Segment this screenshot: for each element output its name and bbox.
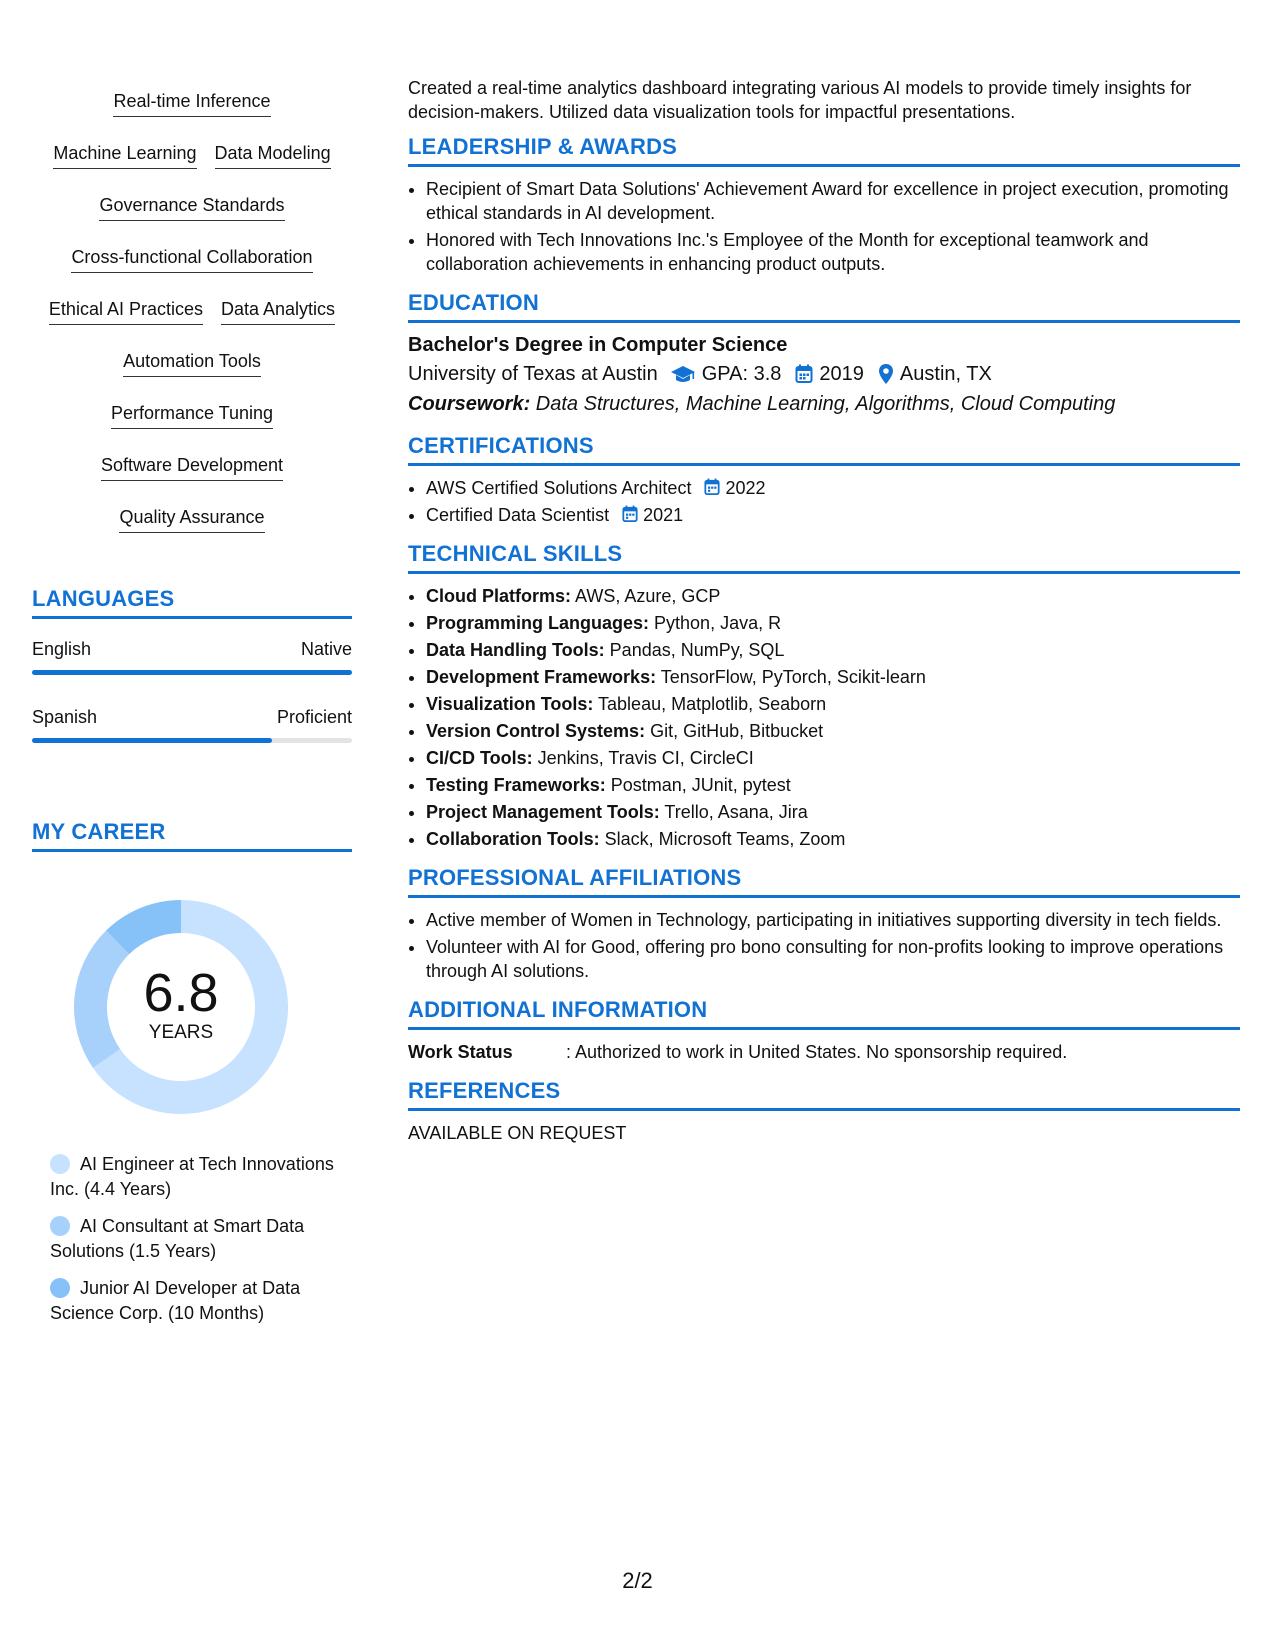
skill-tag: Quality Assurance <box>119 505 264 533</box>
skill-category: Visualization Tools: <box>426 694 594 714</box>
degree-title: Bachelor's Degree in Computer Science <box>408 334 788 356</box>
career-legend-item: AI Engineer at Tech Innovations Inc. (4.4 Years) <box>50 1154 334 1199</box>
legend-dot <box>50 1278 70 1298</box>
career-legend <box>32 1152 352 1326</box>
skill-category: CI/CD Tools: <box>426 748 533 768</box>
skill-category: Testing Frameworks: <box>426 775 606 795</box>
career-donut-chart <box>66 892 296 1122</box>
skill-values: Postman, JUnit, pytest <box>605 775 791 795</box>
skills-list <box>32 80 352 548</box>
languages-heading: LANGUAGES <box>32 586 352 619</box>
technical-skills-section <box>408 541 1240 851</box>
technical-skill-item <box>426 638 1240 662</box>
technical-skill-item <box>426 746 1240 770</box>
technical-skill-item <box>426 611 1240 635</box>
skill-category: Collaboration Tools: <box>426 829 600 849</box>
skill-tag: Cross-functional Collaboration <box>71 245 312 273</box>
coursework-label: Coursework: <box>408 393 531 415</box>
language-item <box>32 639 352 675</box>
language-proficiency-bar <box>32 670 352 675</box>
skill-category: Data Handling Tools: <box>426 640 605 660</box>
career-legend-item: Junior AI Developer at Data Science Corp. (10 Months) <box>50 1278 301 1323</box>
technical-skill-item <box>426 665 1240 689</box>
additional-info-section <box>408 997 1240 1064</box>
skill-values: Tableau, Matplotlib, Seaborn <box>593 694 827 714</box>
language-item <box>32 707 352 743</box>
affiliations-heading: PROFESSIONAL AFFILIATIONS <box>408 865 1240 898</box>
calendar-icon <box>704 478 720 496</box>
certifications-heading: CERTIFICATIONS <box>408 433 1240 466</box>
work-status-value: : Authorized to work in United States. No sponsorship required. <box>566 1042 1068 1062</box>
technical-skill-item <box>426 800 1240 824</box>
school-name: University of Texas at Austin <box>408 363 658 385</box>
technical-skill-item <box>426 719 1240 743</box>
certification-year: 2022 <box>725 478 766 498</box>
education-details <box>408 359 1240 389</box>
languages-section <box>32 586 352 743</box>
language-name: English <box>32 639 92 659</box>
skill-tag: Data Modeling <box>215 141 331 169</box>
sidebar <box>32 80 352 1338</box>
calendar-icon <box>622 505 638 523</box>
additional-info-heading: ADDITIONAL INFORMATION <box>408 997 1240 1030</box>
skill-values: Git, GitHub, Bitbucket <box>645 721 824 741</box>
skill-values: Slack, Microsoft Teams, Zoom <box>599 829 846 849</box>
location-pin-icon <box>878 363 894 385</box>
references-text: AVAILABLE ON REQUEST <box>408 1123 627 1143</box>
references-heading: REFERENCES <box>408 1078 1240 1111</box>
skill-tag: Performance Tuning <box>111 401 273 429</box>
leadership-section <box>408 134 1240 276</box>
skill-category: Programming Languages: <box>426 613 650 633</box>
legend-dot <box>50 1216 70 1236</box>
technical-skill-item <box>426 773 1240 797</box>
skill-tag: Governance Standards <box>99 193 284 221</box>
page-number: 2/2 <box>622 1568 653 1593</box>
leadership-heading: LEADERSHIP & AWARDS <box>408 134 1240 167</box>
skill-values: Jenkins, Travis CI, CircleCI <box>532 748 754 768</box>
technical-skills-heading: TECHNICAL SKILLS <box>408 541 1240 574</box>
legend-dot <box>50 1154 70 1174</box>
coursework-list: Data Structures, Machine Learning, Algorithms, Cloud Computing <box>530 393 1116 415</box>
skill-category: Cloud Platforms: <box>426 586 572 606</box>
technical-skill-item <box>426 692 1240 716</box>
skill-tag: Real-time Inference <box>113 89 270 117</box>
education-heading: EDUCATION <box>408 290 1240 323</box>
work-status-label: Work Status <box>408 1042 513 1062</box>
career-heading: MY CAREER <box>32 819 352 852</box>
skill-tag: Machine Learning <box>53 141 196 169</box>
technical-skill-item <box>426 827 1240 851</box>
education-section <box>408 290 1240 419</box>
skill-values: AWS, Azure, GCP <box>571 586 721 606</box>
skill-category: Development Frameworks: <box>426 667 657 687</box>
certifications-section <box>408 433 1240 527</box>
career-total-years: 6.8 <box>143 963 219 1023</box>
career-legend-item: AI Consultant at Smart Data Solutions (1.5 Years) <box>50 1216 305 1261</box>
school-location: Austin, TX <box>899 363 992 385</box>
technical-skills-list <box>408 584 1240 851</box>
list-item: • Recipient of Smart Data Solutions' Achievement Award for excellence in project execution, promoting ethical standards in AI development. <box>426 177 1240 225</box>
skill-category: Project Management Tools: <box>426 802 660 822</box>
skill-values: TensorFlow, PyTorch, Scikit-learn <box>656 667 926 687</box>
language-name: Spanish <box>32 707 98 727</box>
gpa: GPA: 3.8 <box>701 363 782 385</box>
technical-skill-item <box>426 584 1240 608</box>
skill-values: Trello, Asana, Jira <box>659 802 808 822</box>
calendar-icon <box>795 364 813 384</box>
list-item: • Active member of Women in Technology, participating in initiatives supporting diversity in tech fields. <box>426 908 1240 932</box>
coursework <box>408 389 1240 419</box>
language-level: Native <box>300 639 352 659</box>
skill-values: Pandas, NumPy, SQL <box>604 640 785 660</box>
project-description: Created a real-time analytics dashboard integrating various AI models to provide timely insights for decision-makers. Utilized data visualization tools for impactful presentations. <box>408 78 1192 122</box>
career-section <box>32 819 352 1326</box>
affiliations-section <box>408 865 1240 983</box>
skill-tag: Automation Tools <box>123 349 261 377</box>
graduation-cap-icon <box>670 364 696 384</box>
main-content <box>408 76 1240 1144</box>
certification-year: 2021 <box>643 505 684 525</box>
skill-tag: Software Development <box>101 453 283 481</box>
skill-tag: Data Analytics <box>221 297 335 325</box>
graduation-year: 2019 <box>819 363 864 385</box>
skill-category: Version Control Systems: <box>426 721 646 741</box>
list-item: • Honored with Tech Innovations Inc.'s Employee of the Month for exceptional teamwork and collaboration achievements in enhancing product outputs. <box>426 228 1240 276</box>
references-section <box>408 1078 1240 1144</box>
certification-item: • AWS Certified Solutions Architect 2022 <box>426 476 1240 500</box>
skill-values: Python, Java, R <box>649 613 782 633</box>
language-level: Proficient <box>276 707 352 727</box>
language-proficiency-bar <box>32 738 352 743</box>
list-item: • Volunteer with AI for Good, offering pro bono consulting for non-profits looking to improve operations through AI solutions. <box>426 935 1240 983</box>
career-unit: YEARS <box>148 1022 214 1043</box>
work-status-row <box>408 1040 1240 1064</box>
skill-tag: Ethical AI Practices <box>49 297 203 325</box>
certification-item: • Certified Data Scientist 2021 <box>426 503 1240 527</box>
